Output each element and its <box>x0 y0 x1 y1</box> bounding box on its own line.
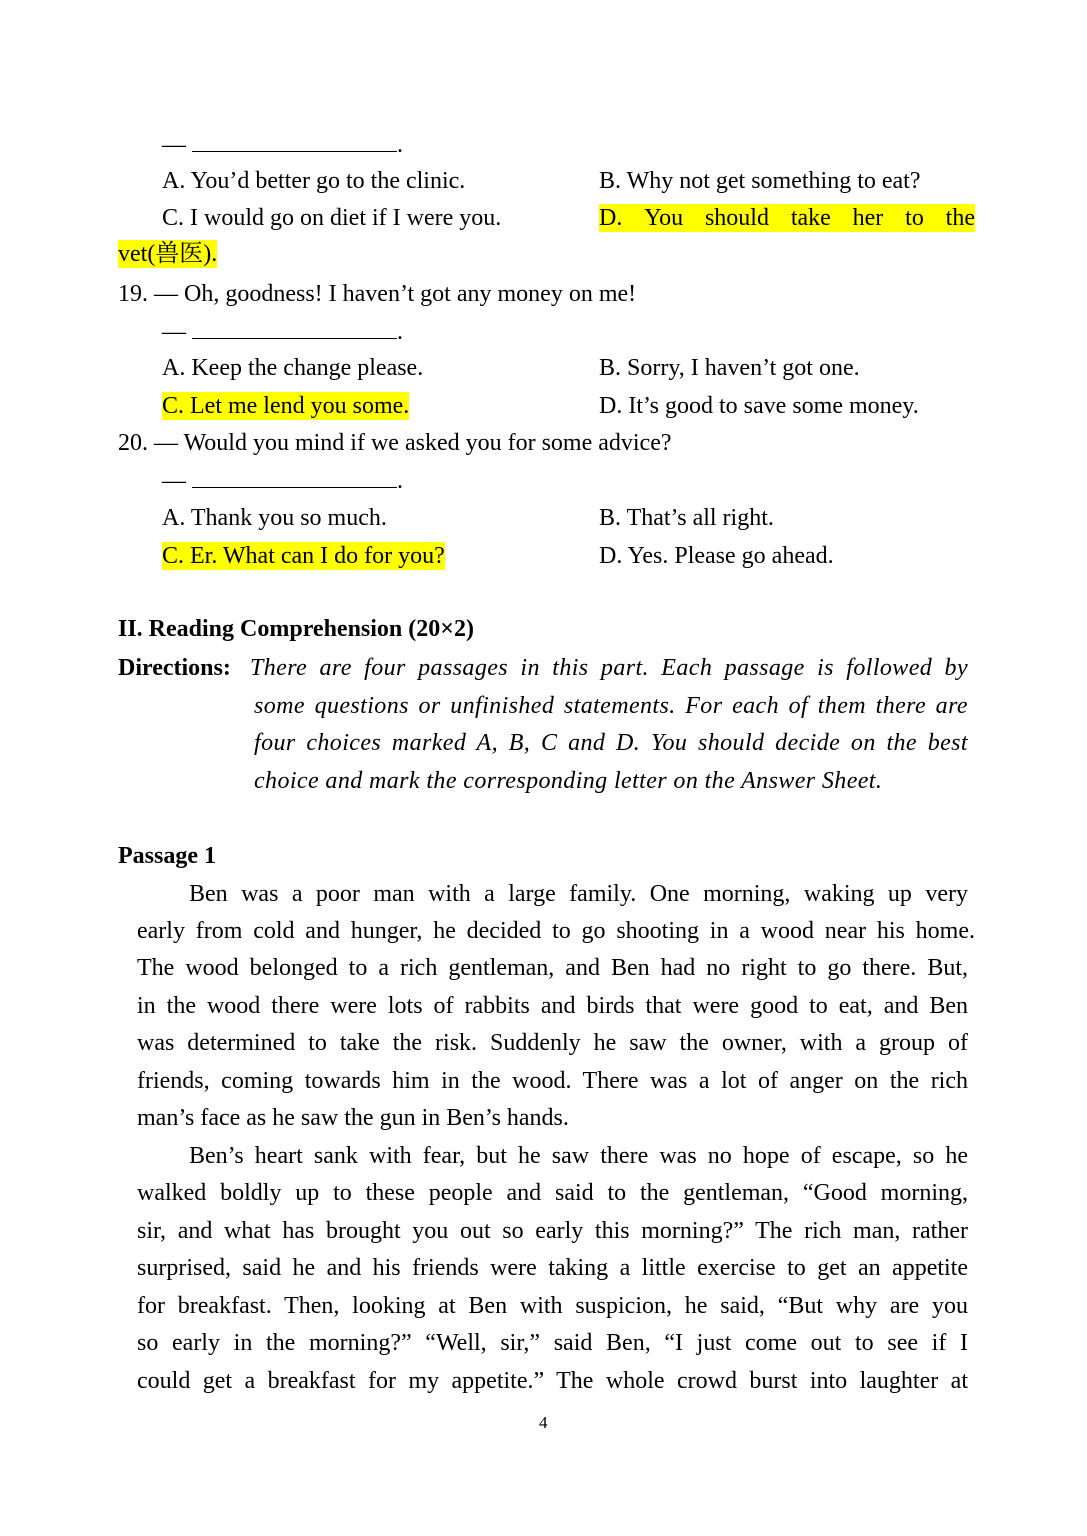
q19-option-d: D. It’s good to save some money. <box>599 393 919 419</box>
passage-line: was determined to take the risk. Suddenly he saw the owner, with a group of <box>137 1030 968 1056</box>
directions-line: choice and mark the corresponding letter on the Answer Sheet. <box>254 768 883 794</box>
passage-line: early from cold and hunger, he decided to go shooting in a wood near his home. <box>137 918 975 944</box>
passage-line: for breakfast. Then, looking at Ben with suspicion, he said, “But why are you <box>137 1293 968 1319</box>
q20-option-b: B. That’s all right. <box>599 505 774 531</box>
section-title: II. Reading Comprehension (20×2) <box>118 616 474 642</box>
passage-line: man’s face as he saw the gun in Ben’s hands. <box>137 1105 569 1131</box>
passage-line: sir, and what has brought you out so early this morning?” The rich man, rather <box>137 1218 968 1244</box>
q18-answer-line: — . <box>162 132 403 158</box>
word: to <box>905 205 924 231</box>
passage-line: in the wood there were lots of rabbits and birds that were good to eat, and Ben <box>137 993 968 1019</box>
directions-line: There are four passages in this part. Each passage is followed by <box>250 655 968 681</box>
passage-title: Passage 1 <box>118 843 216 869</box>
q18-option-b: B. Why not get something to eat? <box>599 168 921 194</box>
word: the <box>945 205 975 231</box>
page-number: 4 <box>539 1413 548 1432</box>
answer-blank <box>192 133 397 152</box>
answer-blank <box>192 320 397 339</box>
word: take <box>790 205 831 231</box>
q18-option-d-highlighted <box>599 204 975 232</box>
q20-prompt: 20. — Would you mind if we asked you for some advice? <box>118 430 672 456</box>
passage-line: Ben was a poor man with a large family. One morning, waking up very <box>189 881 968 907</box>
passage-line: could get a breakfast for my appetite.” The whole crowd burst into laughter at <box>137 1368 968 1394</box>
passage-line: surprised, said he and his friends were taking a little exercise to get an appetite <box>137 1255 968 1281</box>
q18-option-a: A. You’d better go to the clinic. <box>162 168 466 194</box>
q20-answer-line: — . <box>162 468 403 494</box>
q19-option-a: A. Keep the change please. <box>162 355 424 381</box>
q19-answer-line: — . <box>162 319 403 345</box>
q19-option-b: B. Sorry, I haven’t got one. <box>599 355 860 381</box>
passage-line: Ben’s heart sank with fear, but he saw there was no hope of escape, so he <box>189 1143 968 1169</box>
directions-line: four choices marked A, B, C and D. You should decide on the best <box>254 730 968 756</box>
answer-dash: — <box>162 319 186 345</box>
q20-option-c-highlighted: C. Er. What can I do for you? <box>162 543 445 569</box>
passage-line: walked boldly up to these people and said to the gentleman, “Good morning, <box>137 1180 968 1206</box>
directions-line: some questions or unfinished statements. For each of them there are <box>254 693 968 719</box>
word: should <box>704 205 769 231</box>
passage-line: The wood belonged to a rich gentleman, and Ben had no right to go there. But, <box>137 955 968 981</box>
passage-line: so early in the morning?” “Well, sir,” said Ben, “I just come out to see if I <box>137 1330 968 1356</box>
q20-option-d: D. Yes. Please go ahead. <box>599 543 834 569</box>
passage-line: friends, coming towards him in the wood. There was a lot of anger on the rich <box>137 1068 968 1094</box>
answer-dash: — <box>162 132 186 158</box>
word: her <box>852 205 884 231</box>
word: D. <box>599 205 623 231</box>
q19-prompt: 19. — Oh, goodness! I haven’t got any money on me! <box>118 281 637 307</box>
q18-option-d-continued: vet(兽医). <box>118 241 218 267</box>
word: You <box>644 205 684 231</box>
answer-blank <box>192 469 397 488</box>
answer-dash: — <box>162 468 186 494</box>
q18-option-c: C. I would go on diet if I were you. <box>162 205 502 231</box>
q19-option-c-highlighted: C. Let me lend you some. <box>162 393 410 419</box>
q20-option-a: A. Thank you so much. <box>162 505 387 531</box>
directions-label: Directions: <box>118 655 231 681</box>
